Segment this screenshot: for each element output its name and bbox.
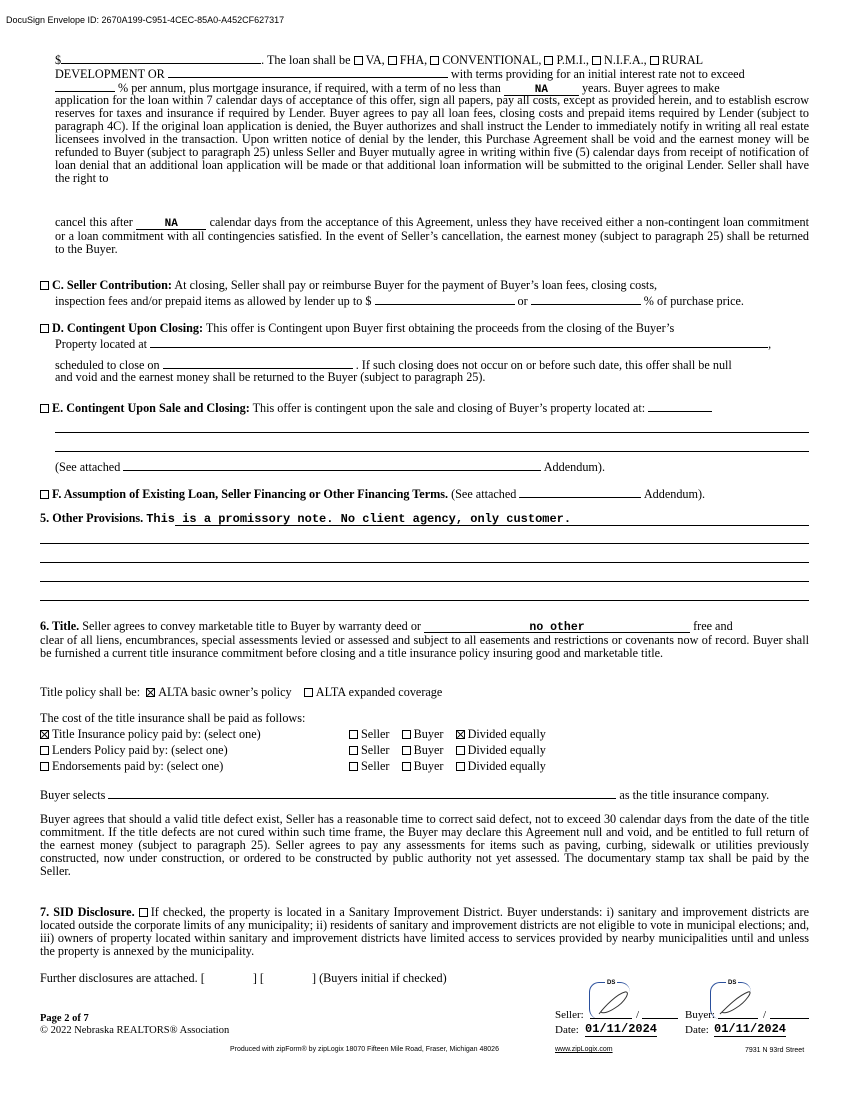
seller-ds-label: DS	[605, 977, 617, 990]
contingent-sale-checkbox[interactable]	[40, 404, 49, 413]
loan-line-2: DEVELOPMENT OR with terms providing for an initial interest rate not to exceed	[55, 67, 745, 81]
seller-contribution-checkbox[interactable]	[40, 281, 49, 290]
title-policy-checkbox[interactable]	[40, 730, 49, 739]
cancel-days-field[interactable]: NA	[136, 218, 206, 230]
title-divided-checkbox[interactable]	[456, 730, 465, 739]
cost-row-endorsements: Endorsements paid by: (select one)	[40, 760, 794, 773]
buyer-sign-line[interactable]	[718, 1018, 758, 1019]
nifa-checkbox[interactable]	[592, 56, 601, 65]
dollar-sign: $	[55, 53, 62, 67]
further-disclosures: Further disclosures are attached. [ ] [ ] (Buyers initial if checked)	[40, 971, 447, 985]
title-company-field[interactable]	[108, 787, 616, 799]
endorsements-seller-checkbox[interactable]	[349, 762, 358, 771]
seller-date-value[interactable]: 01/11/2024	[585, 1022, 658, 1036]
lenders-seller-checkbox[interactable]	[349, 746, 358, 755]
deed-field[interactable]: no other	[424, 621, 690, 633]
fha-checkbox[interactable]	[388, 56, 397, 65]
cost-row-lenders-options: Seller Buyer Divided equally	[349, 744, 649, 757]
close-date-field[interactable]	[163, 357, 353, 369]
title-defect-body: Buyer agrees that should a valid title defect exist, Seller has a reasonable time to correct said defect, not to exceed 30 calendar days from the date of the title commitment. If the title defects are not cured within such time frame, the Buyer may declare this Agreement null and void, and be entitled to full return of the earnest money (subject to paragraph 25). Seller agrees to pay any assessments for items such as paving, curbing, sidewalk or utilities previously constructed, now under construction, or ordered to be constructed by public authority not yet assessed. The documentary stamp tax shall be paid by the Seller.	[40, 812, 809, 878]
section-c-line-2: inspection fees and/or prepaid items as allowed by lender up to $ or % of purchase price.	[55, 294, 744, 308]
section-e-addendum: (See attached Addendum).	[55, 460, 605, 474]
produced-by: Produced with zipForm® by zipLogix 18070 Fifteen Mile Road, Fraser, Michigan 48026	[230, 1046, 499, 1053]
buyer-signature-icon	[716, 988, 756, 1018]
seller-date-label: Date:	[555, 1024, 579, 1036]
seller-signature-icon	[595, 988, 635, 1018]
loan-body: application for the loan within 7 calendar days of acceptance of this offer, sign all papers, pay all costs, except as provided herein, and to establish escrow reserves for taxes and insurance if required by Lender. Buyer agrees to pay all loan fees, closing costs and prepaid items required by Lender (subject to paragraph 4C). If the original loan application is denied, the Buyer authorizes and shall instruct the Lender to immediately notify in writing all real estate licensees involved in the transaction. Upon written notice of denial by the lender, this Purchase Agreement shall be void and the earnest money will be refunded to Buyer (subject to paragraph 25) unless Seller and Buyer mutually agree in writing within five (5) calendar days from receipt of notification of loan denial that an additional loan application will be made or that additional loan information will be submitted to the original Lender. Seller shall have the right to	[55, 93, 809, 185]
closing-property-field[interactable]	[150, 336, 768, 348]
provisions-line-5[interactable]	[40, 600, 809, 601]
contingent-closing-checkbox[interactable]	[40, 324, 49, 333]
envelope-id: DocuSign Envelope ID: 2670A199-C951-4CEC-85A0-A452CF627317	[6, 15, 285, 25]
contribution-percent-field[interactable]	[531, 293, 641, 305]
section-d-line-3: scheduled to close on . If such closing does not occur on or before such date, this offer shall be null	[55, 358, 732, 372]
buyer-label: Buyer:	[685, 1009, 715, 1021]
buyer-date-label: Date:	[685, 1024, 709, 1036]
alta-basic-checkbox[interactable]	[146, 688, 155, 697]
title-body: clear of all liens, encumbrances, special assessments levied or assessed and subject to all easements and restrictions or covenants now of record. Buyer shall be furnished a current title insurance commitment before closing and a title insurance policy insuring good and marketable title.	[40, 633, 809, 660]
other-provisions-value[interactable]: This is a promissory note. No client agency, only customer.	[146, 512, 572, 526]
loan-amount-field[interactable]	[61, 52, 261, 64]
seller-sign-line[interactable]	[590, 1018, 632, 1019]
title-policy-row: Title policy shall be: ALTA basic owner’s policy ALTA expanded coverage	[40, 685, 443, 699]
cost-row-lenders: Lenders Policy paid by: (select one)	[40, 744, 794, 757]
provisions-line-1	[175, 525, 809, 526]
section-f: F. Assumption of Existing Loan, Seller Financing or Other Financing Terms. (See attached Addendum).	[40, 486, 809, 501]
conventional-checkbox[interactable]	[430, 56, 439, 65]
section-d-line-2: Property located at ,	[55, 337, 772, 351]
buyer-slash: /	[763, 1009, 767, 1021]
cost-label: The cost of the title insurance shall be paid as follows:	[40, 711, 306, 725]
seller-label: Seller:	[555, 1009, 584, 1021]
provisions-line-3[interactable]	[40, 562, 809, 563]
cost-row-endorsements-options: Seller Buyer Divided equally	[349, 760, 649, 773]
ziplogix-link[interactable]: www.zipLogix.com	[555, 1046, 613, 1053]
section-d-line-4: and void and the earnest money shall be returned to the Buyer (subject to paragraph 25).	[55, 370, 486, 384]
section-c: C. Seller Contribution: At closing, Seller shall pay or reimburse Buyer for the payment of Buyer’s loan fees, closing costs,	[40, 279, 809, 292]
assumption-checkbox[interactable]	[40, 490, 49, 499]
alta-expanded-checkbox[interactable]	[304, 688, 313, 697]
buyer-initial-line[interactable]	[770, 1018, 809, 1019]
va-checkbox[interactable]	[354, 56, 363, 65]
endorsements-divided-checkbox[interactable]	[456, 762, 465, 771]
title-buyer-checkbox[interactable]	[402, 730, 411, 739]
sale-property-line-2[interactable]	[55, 432, 809, 433]
other-loan-field[interactable]	[168, 66, 448, 78]
interest-rate-field[interactable]	[55, 80, 115, 92]
provisions-line-2[interactable]	[40, 543, 809, 544]
title-seller-checkbox[interactable]	[349, 730, 358, 739]
section-d: D. Contingent Upon Closing: This offer is Contingent upon Buyer first obtaining the proceeds from the closing of the Buyer’s	[40, 322, 809, 335]
lenders-buyer-checkbox[interactable]	[402, 746, 411, 755]
buyer-selects-row: Buyer selects as the title insurance company.	[40, 788, 770, 802]
sid-checkbox[interactable]	[139, 908, 148, 917]
rural-checkbox[interactable]	[650, 56, 659, 65]
sale-property-field[interactable]	[648, 400, 712, 412]
page-number: Page 2 of 7	[40, 1013, 89, 1024]
copyright: © 2022 Nebraska REALTORS® Association	[40, 1025, 230, 1036]
sale-property-line-3[interactable]	[55, 451, 809, 452]
loan-line-3: % per annum, plus mortgage insurance, if required, with a term of no less than NA years. Buyer agrees to make	[55, 80, 809, 96]
e-addendum-field[interactable]	[123, 459, 541, 471]
loan-term-field[interactable]: NA	[504, 84, 579, 96]
section-7: 7. SID Disclosure. If checked, the property is located in a Sanitary Improvement District. Buyer understands: i) sanitary and improvement districts are located outside the corporate limits of any municipality; ii) residents of sanitary and improvement districts are not eligible to vote in municipal elections; and, iii) owners of property located within sanitary and improvement districts have limited access to services provided by nearby municipalities until and unless the property is annexed by the municipality.	[40, 905, 810, 958]
buyer-ds-label: DS	[726, 977, 738, 990]
section-5: 5. Other Provisions. This is a promissory note. No client agency, only customer.	[40, 511, 572, 526]
seller-slash: /	[636, 1009, 640, 1021]
cost-row-title-options: Seller Buyer Divided equally	[349, 728, 649, 741]
seller-initial-line[interactable]	[642, 1018, 678, 1019]
cost-row-title: Title Insurance policy paid by: (select one)	[40, 728, 794, 741]
f-addendum-field[interactable]	[519, 486, 641, 498]
pmi-checkbox[interactable]	[544, 56, 553, 65]
lenders-policy-checkbox[interactable]	[40, 746, 49, 755]
section-6: 6. Title. Seller agrees to convey marketable title to Buyer by warranty deed or no other free and	[40, 619, 733, 634]
loan-cancel: cancel this after NA calendar days from the acceptance of this Agreement, unless they have received either a non-contingent loan commitment or a loan commitment with all contingencies satisfied. In the event of Seller’s cancellation, the earnest money (subject to paragraph 25) shall be returned to the Buyer.	[55, 215, 809, 256]
contribution-amount-field[interactable]	[375, 293, 515, 305]
buyer-date-value[interactable]: 01/11/2024	[714, 1022, 787, 1036]
loan-line-1: $ . The loan shall be VA, FHA, CONVENTIONAL, P.M.I., N.I.F.A., RURAL	[55, 53, 704, 67]
property-address: 7931 N 93rd Street	[745, 1047, 805, 1054]
endorsements-buyer-checkbox[interactable]	[402, 762, 411, 771]
section-e: E. Contingent Upon Sale and Closing: This offer is contingent upon the sale and closing of Buyer’s property located at:	[40, 400, 809, 415]
endorsements-checkbox[interactable]	[40, 762, 49, 771]
lenders-divided-checkbox[interactable]	[456, 746, 465, 755]
provisions-line-4[interactable]	[40, 581, 809, 582]
